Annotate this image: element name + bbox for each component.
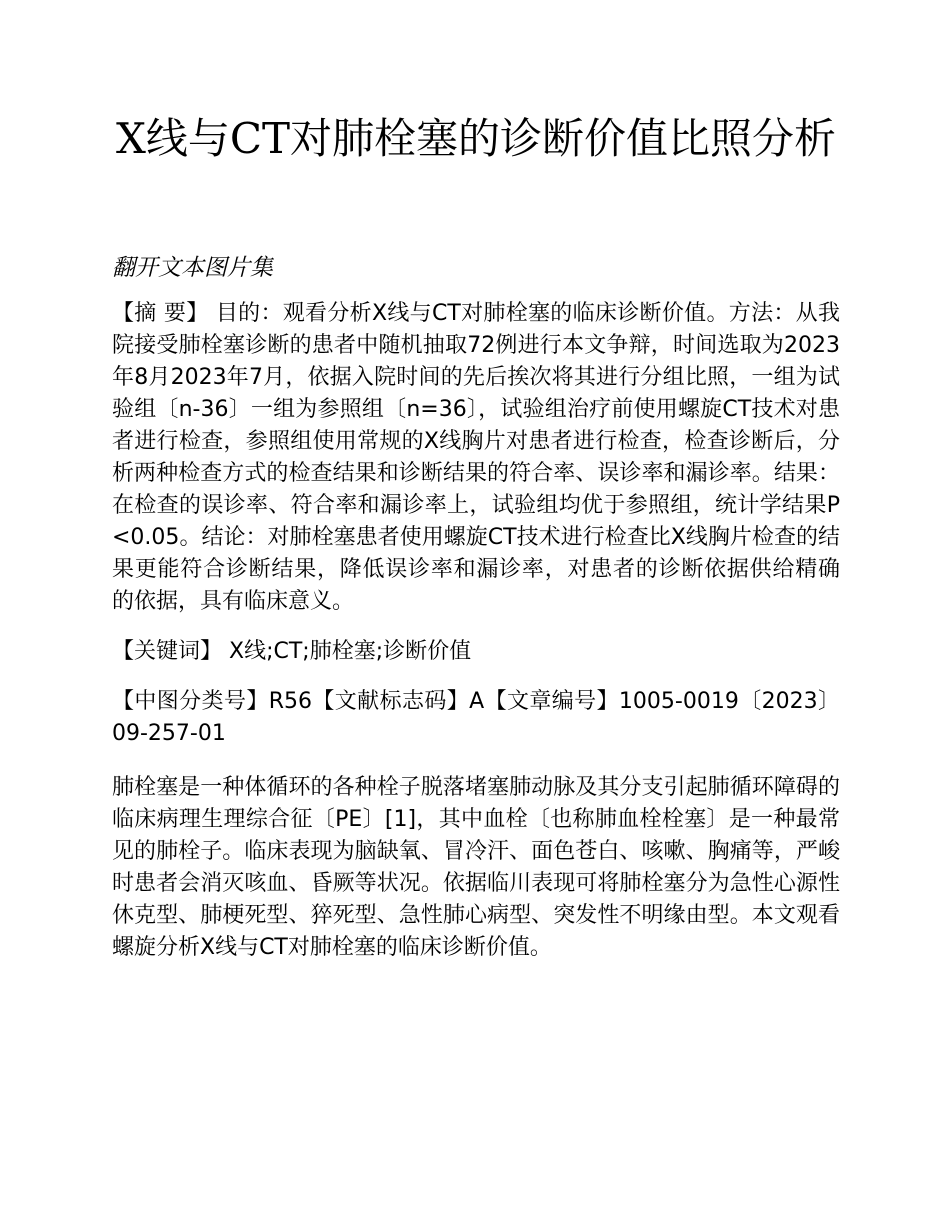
keywords-label: 【关键词】 bbox=[112, 639, 223, 664]
open-image-gallery-link[interactable]: 翻开文本图片集 bbox=[112, 255, 273, 281]
body-paragraph: 肺栓塞是一种体循环的各种栓子脱落堵塞肺动脉及其分支引起肺循环障碍的临床病理生理综合征〔PE〕[1]，其中血栓〔也称肺血栓栓塞〕是一种最常见的肺栓子。临床表现为脑缺氧、冒冷汗、面色苍白、咳嗽、胸痛等，严峻时患者会消灭咳血、昏厥等状况。依据临川表现可将肺栓塞分为急性心源性休克型、肺梗死型、猝死型、急性肺心病型、突发性不明缘由型。本文观看螺旋分析X线与CT对肺栓塞的临床诊断价值。 bbox=[112, 775, 840, 960]
abstract-label: 【摘 要】 bbox=[112, 301, 209, 326]
keywords-paragraph bbox=[112, 636, 840, 668]
keywords-text: X线;CT;肺栓塞;诊断价值 bbox=[222, 639, 472, 664]
abstract-paragraph bbox=[112, 298, 885, 618]
document-page bbox=[112, 0, 885, 964]
classification-paragraph: 【中图分类号】R56【文献标志码】A【文章编号】1005-0019〔2023〕09-257-01 bbox=[112, 689, 840, 746]
document-title: X线与CT对肺栓塞的诊断价值比照分析 bbox=[115, 114, 837, 163]
abstract-text: 目的：观看分析X线与CT对肺栓塞的临床诊断价值。方法：从我院接受肺栓塞诊断的患者中随机抽取72例进行本文争辩，时间选取为2023年8月2023年7月，依据入院时间的先后挨次将其进行分组比照，一组为试验组〔n-36〕一组为参照组〔n=36〕，试验组治疗前使用螺旋CT技术对患者进行检查，参照组使用常规的X线胸片对患者进行检查，检查诊断后，分析两种检查方式的检查结果和诊断结果的符合率、误诊率和漏诊率。结果：在检查的误诊率、符合率和漏诊率上，试验组均优于参照组，统计学结果P<0.05。结论：对肺栓塞患者使用螺旋CT技术进行检查比X线胸片检查的结果更能符合诊断结果，降低误诊率和漏诊率，对患者的诊断依据供给精确 的依据，具有临床意义。 bbox=[112, 301, 885, 614]
